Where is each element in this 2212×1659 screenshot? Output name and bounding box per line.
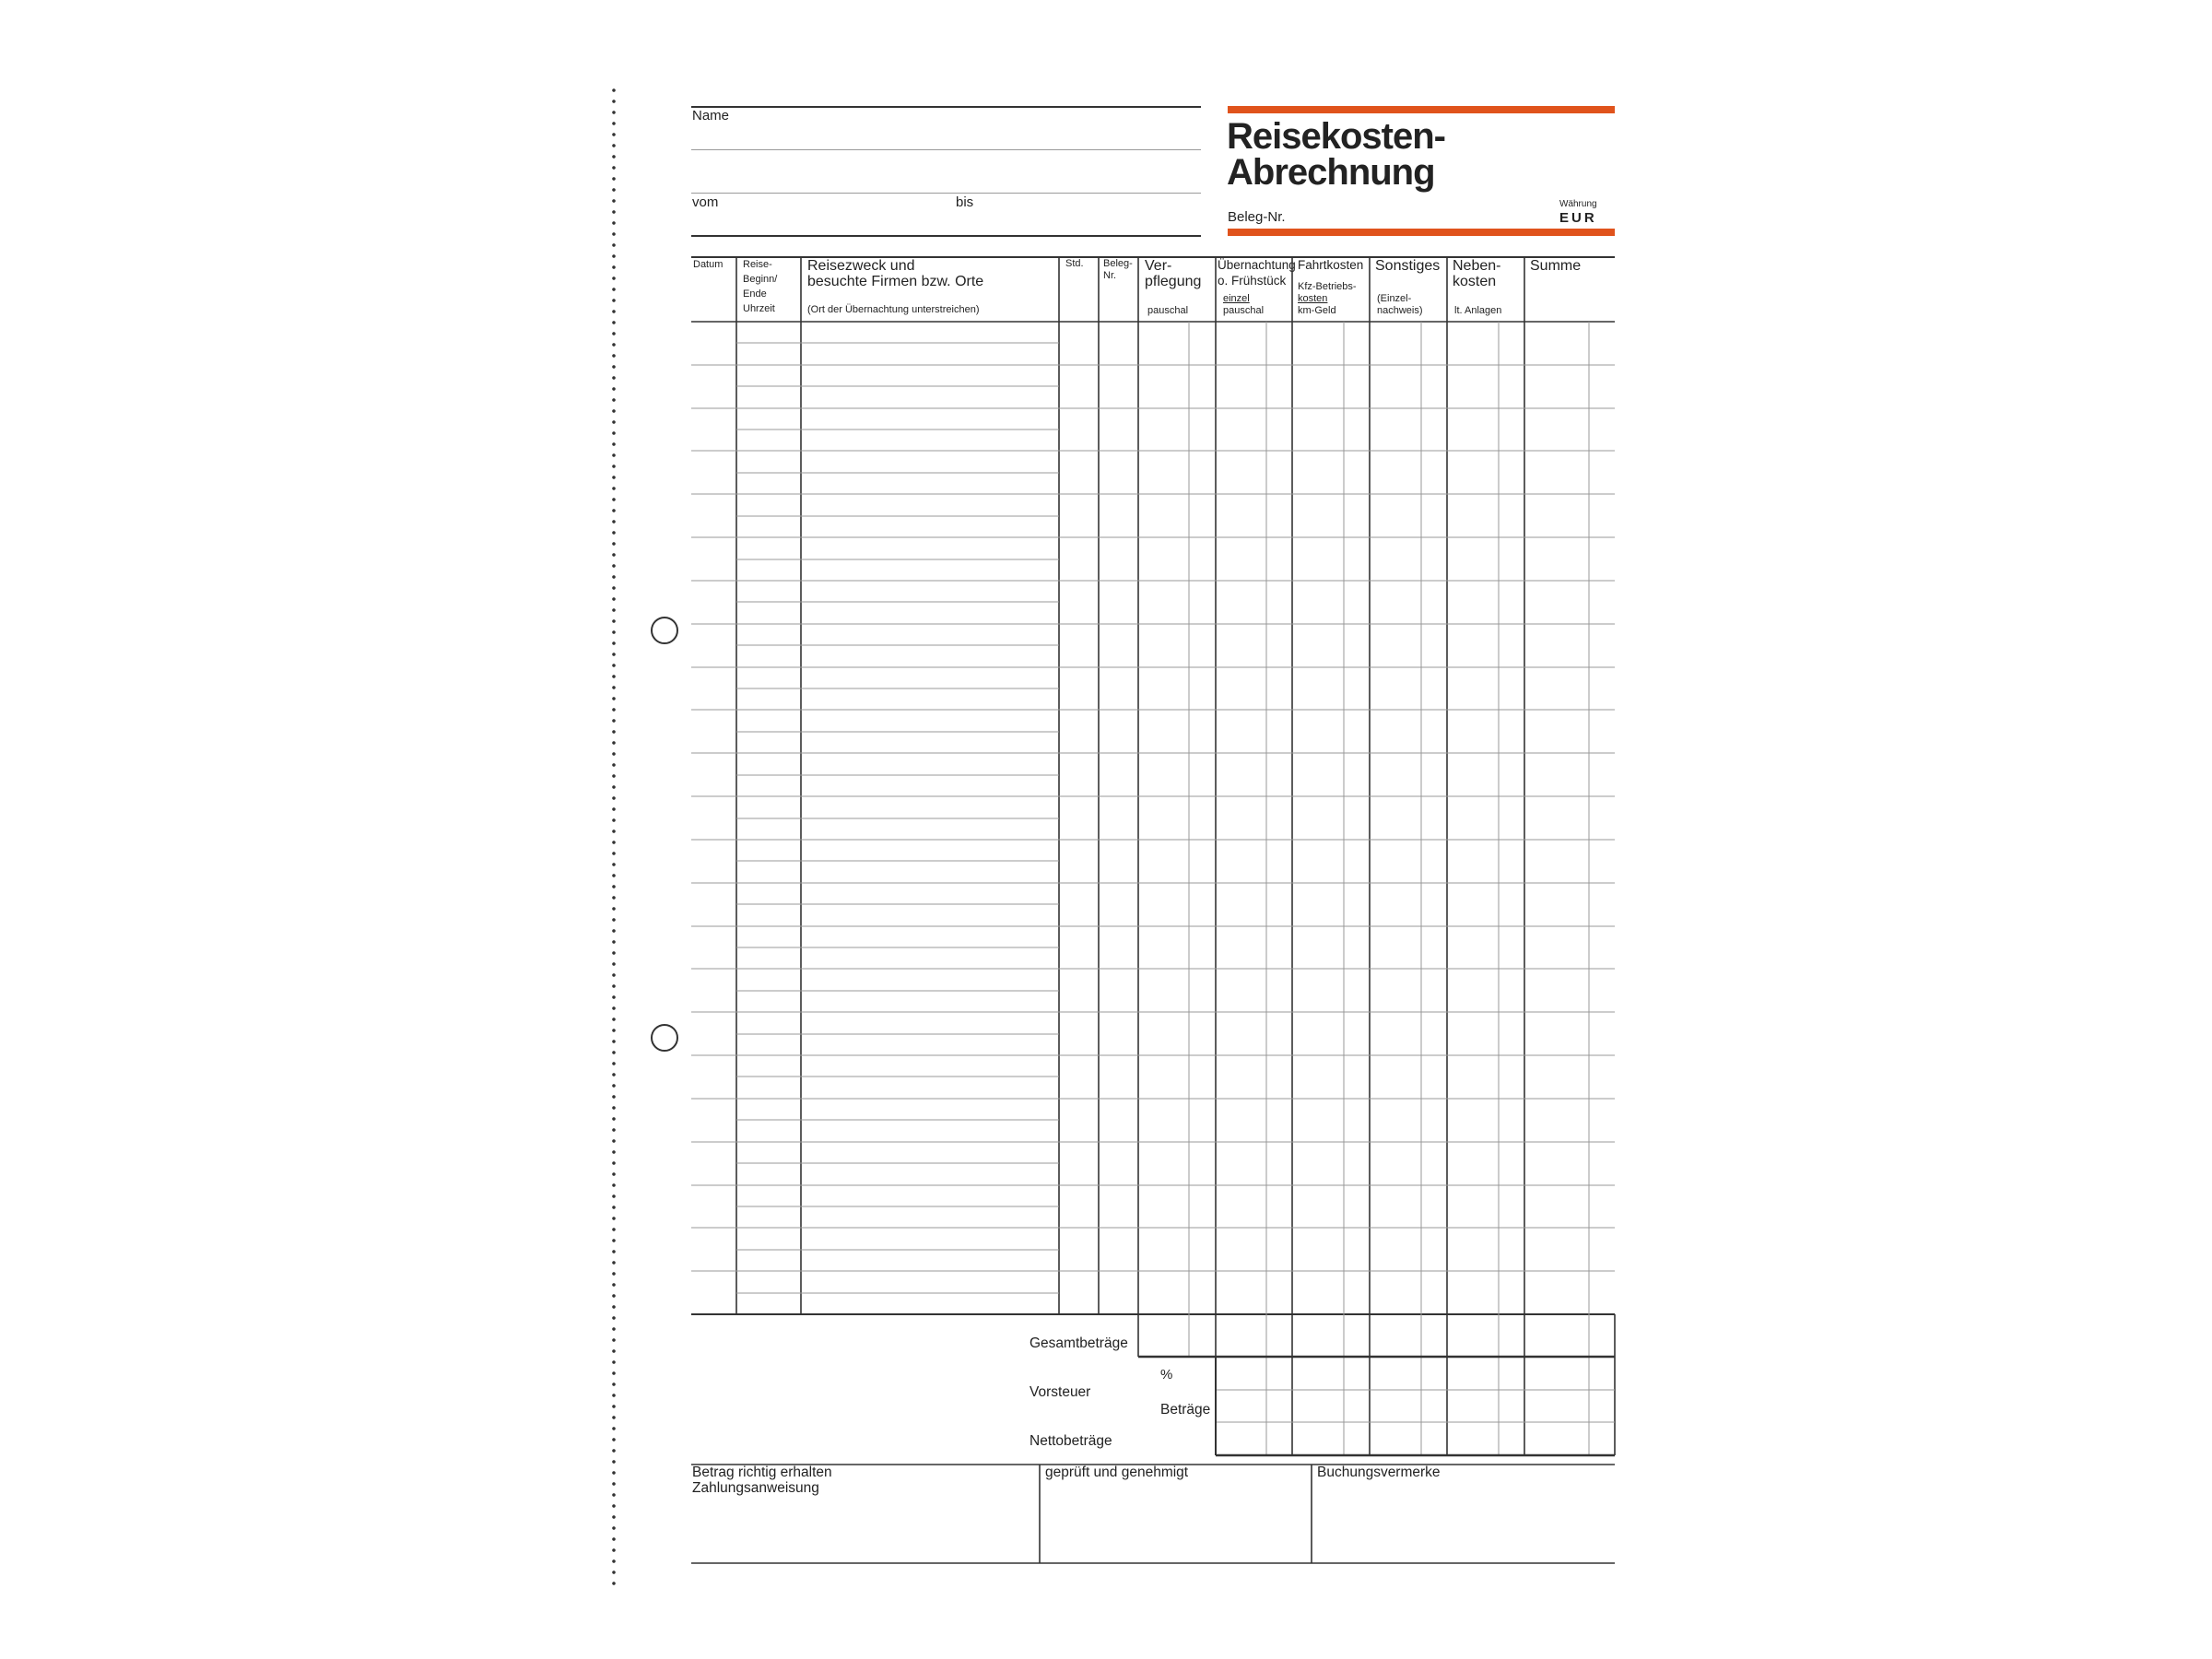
col-sonstiges: Sonstiges bbox=[1375, 258, 1441, 274]
vorsteuer-label: Vorsteuer bbox=[1030, 1384, 1091, 1400]
col-sonstiges-sub2: nachweis) bbox=[1377, 305, 1423, 316]
col-fahrtkosten: Fahrtkosten bbox=[1298, 258, 1364, 272]
title-line-1: Reisekosten- bbox=[1227, 116, 1445, 157]
col-reise-4: Uhrzeit bbox=[743, 303, 775, 314]
waehrung-label: Währung bbox=[1559, 199, 1597, 209]
col-verpflegung-sub: pauschal bbox=[1147, 305, 1189, 316]
col-neben-1: Neben- bbox=[1453, 258, 1501, 274]
geprueft-label: geprüft und genehmigt bbox=[1045, 1465, 1189, 1480]
col-verpflegung-1: Ver- bbox=[1145, 258, 1172, 274]
col-neben-2: kosten bbox=[1453, 274, 1497, 289]
title-line-2: Abrechnung bbox=[1227, 152, 1435, 193]
vom-label: vom bbox=[692, 194, 719, 210]
col-fahrtkosten-sub2: kosten bbox=[1298, 293, 1328, 304]
col-beleg-2: Nr. bbox=[1103, 270, 1117, 281]
col-reise-3: Ende bbox=[743, 288, 767, 300]
col-fahrtkosten-sub1: Kfz-Betriebs- bbox=[1298, 281, 1357, 292]
percent-label: % bbox=[1160, 1367, 1173, 1382]
col-uebernachtung-2: o. Frühstück bbox=[1218, 274, 1287, 288]
col-fahrtkosten-sub3: km-Geld bbox=[1298, 305, 1336, 316]
col-zweck-2: besuchte Firmen bzw. Orte bbox=[807, 274, 984, 289]
col-uebernachtung-sub1: einzel bbox=[1223, 293, 1250, 304]
col-sonstiges-sub1: (Einzel- bbox=[1377, 293, 1412, 304]
currency-value: EUR bbox=[1559, 210, 1597, 226]
betrag-erhalten-label: Betrag richtig erhalten bbox=[692, 1465, 832, 1480]
col-datum: Datum bbox=[693, 259, 724, 270]
beleg-nr-label: Beleg-Nr. bbox=[1228, 209, 1286, 225]
col-uebernachtung-sub2: pauschal bbox=[1223, 305, 1265, 316]
name-label: Name bbox=[692, 108, 730, 124]
col-verpflegung-2: pflegung bbox=[1145, 274, 1202, 289]
col-reise-1: Reise- bbox=[743, 259, 772, 270]
zahlungsanweisung-label: Zahlungsanweisung bbox=[692, 1480, 819, 1496]
col-std: Std. bbox=[1065, 258, 1084, 269]
betraege-label: Beträge bbox=[1160, 1402, 1211, 1418]
col-uebernachtung-1: Übernachtung bbox=[1218, 258, 1296, 272]
col-reise-2: Beginn/ bbox=[743, 274, 778, 285]
col-beleg-1: Beleg- bbox=[1103, 258, 1133, 269]
col-neben-sub: lt. Anlagen bbox=[1454, 305, 1502, 316]
col-zweck-note: (Ort der Übernachtung unterstreichen) bbox=[807, 304, 980, 315]
col-zweck-1: Reisezweck und bbox=[807, 258, 915, 274]
gesamtbetraege-label: Gesamtbeträge bbox=[1030, 1335, 1128, 1351]
col-summe: Summe bbox=[1530, 258, 1582, 274]
bis-label: bis bbox=[956, 194, 974, 210]
buchungsvermerke-label: Buchungsvermerke bbox=[1317, 1465, 1441, 1480]
nettobetraege-label: Nettobeträge bbox=[1030, 1433, 1112, 1449]
